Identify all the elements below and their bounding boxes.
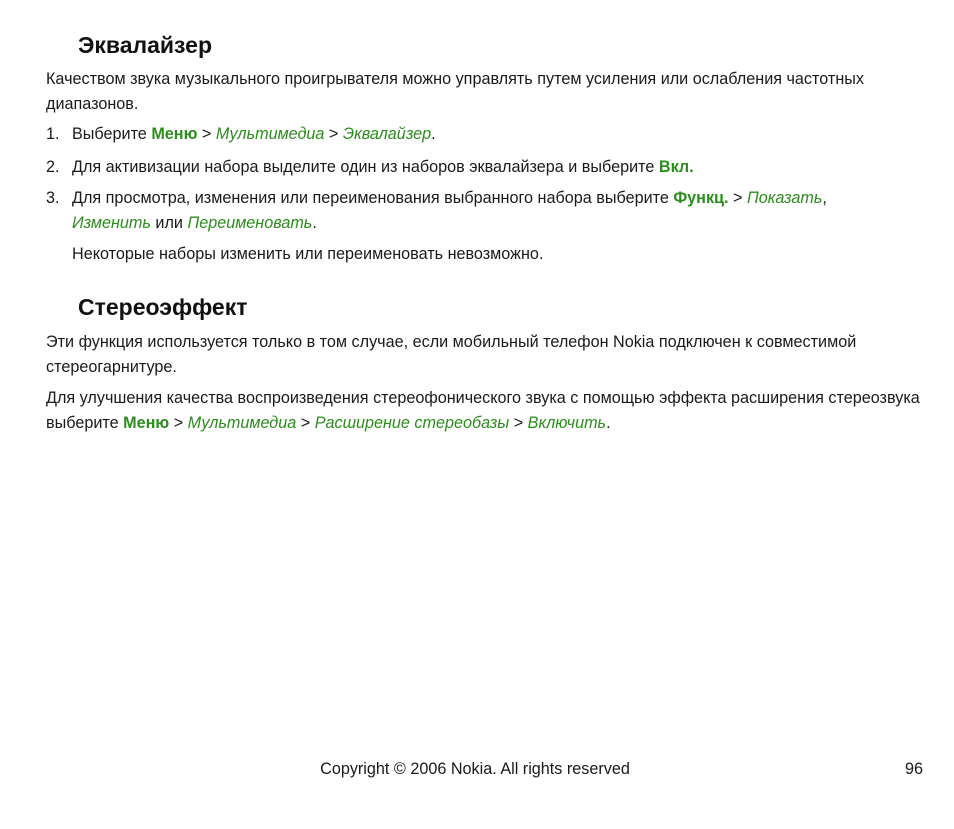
step-number: 2. — [46, 158, 60, 176]
step-body: Выберите Меню > Мультимедиа > Эквалайзер. — [72, 125, 436, 143]
equalizer-intro: Качеством звука музыкального проигрывателя можно управлять путем усиления или ослабления частотных диапазонов. — [46, 70, 864, 113]
option-rename: Переименовать — [187, 214, 313, 232]
stereo-intro: Эти функция используется только в том случае, если мобильный телефон Nokia подключен к совместимой стереогарнитуре. — [46, 333, 857, 376]
page-number: 96 — [904, 760, 923, 778]
menu-keyword: Меню — [151, 125, 198, 143]
section-title-equalizer: Эквалайзер — [78, 32, 213, 58]
option-edit: Изменить — [72, 214, 151, 232]
option-show: Показать — [746, 189, 823, 207]
step-number: 3. — [46, 189, 60, 207]
menu-item-equalizer: Эквалайзер — [342, 125, 432, 143]
step-body: Для активизации набора выделите один из наборов эквалайзера и выберите Вкл. — [72, 158, 694, 176]
menu-keyword: Меню — [123, 414, 170, 432]
stereo-instructions: Для улучшения качества воспроизведения стереофонического звука с помощью эффекта расширения стереозвука выберите Меню > Мультимедиа > Расширение стереобазы > Включить. — [46, 389, 920, 432]
equalizer-note: Некоторые наборы изменить или переименовать невозможно. — [72, 245, 544, 263]
section-title-stereo: Стереоэффект — [78, 294, 248, 320]
step-body: Для просмотра, изменения или переименования выбранного набора выберите Функц. > Показать, Изменить или Переименовать. — [72, 189, 827, 232]
menu-item-stereo-widening: Расширение стереобазы — [314, 414, 510, 432]
step-number: 1. — [46, 125, 60, 143]
key-on: Вкл. — [658, 158, 694, 176]
menu-item-multimedia: Мультимедиа — [215, 125, 325, 143]
menu-item-enable: Включить — [527, 414, 607, 432]
copyright-notice: Copyright © 2006 Nokia. All rights reserved — [320, 760, 630, 778]
key-options: Функц. — [673, 189, 729, 207]
menu-item-multimedia: Мультимедиа — [187, 414, 297, 432]
